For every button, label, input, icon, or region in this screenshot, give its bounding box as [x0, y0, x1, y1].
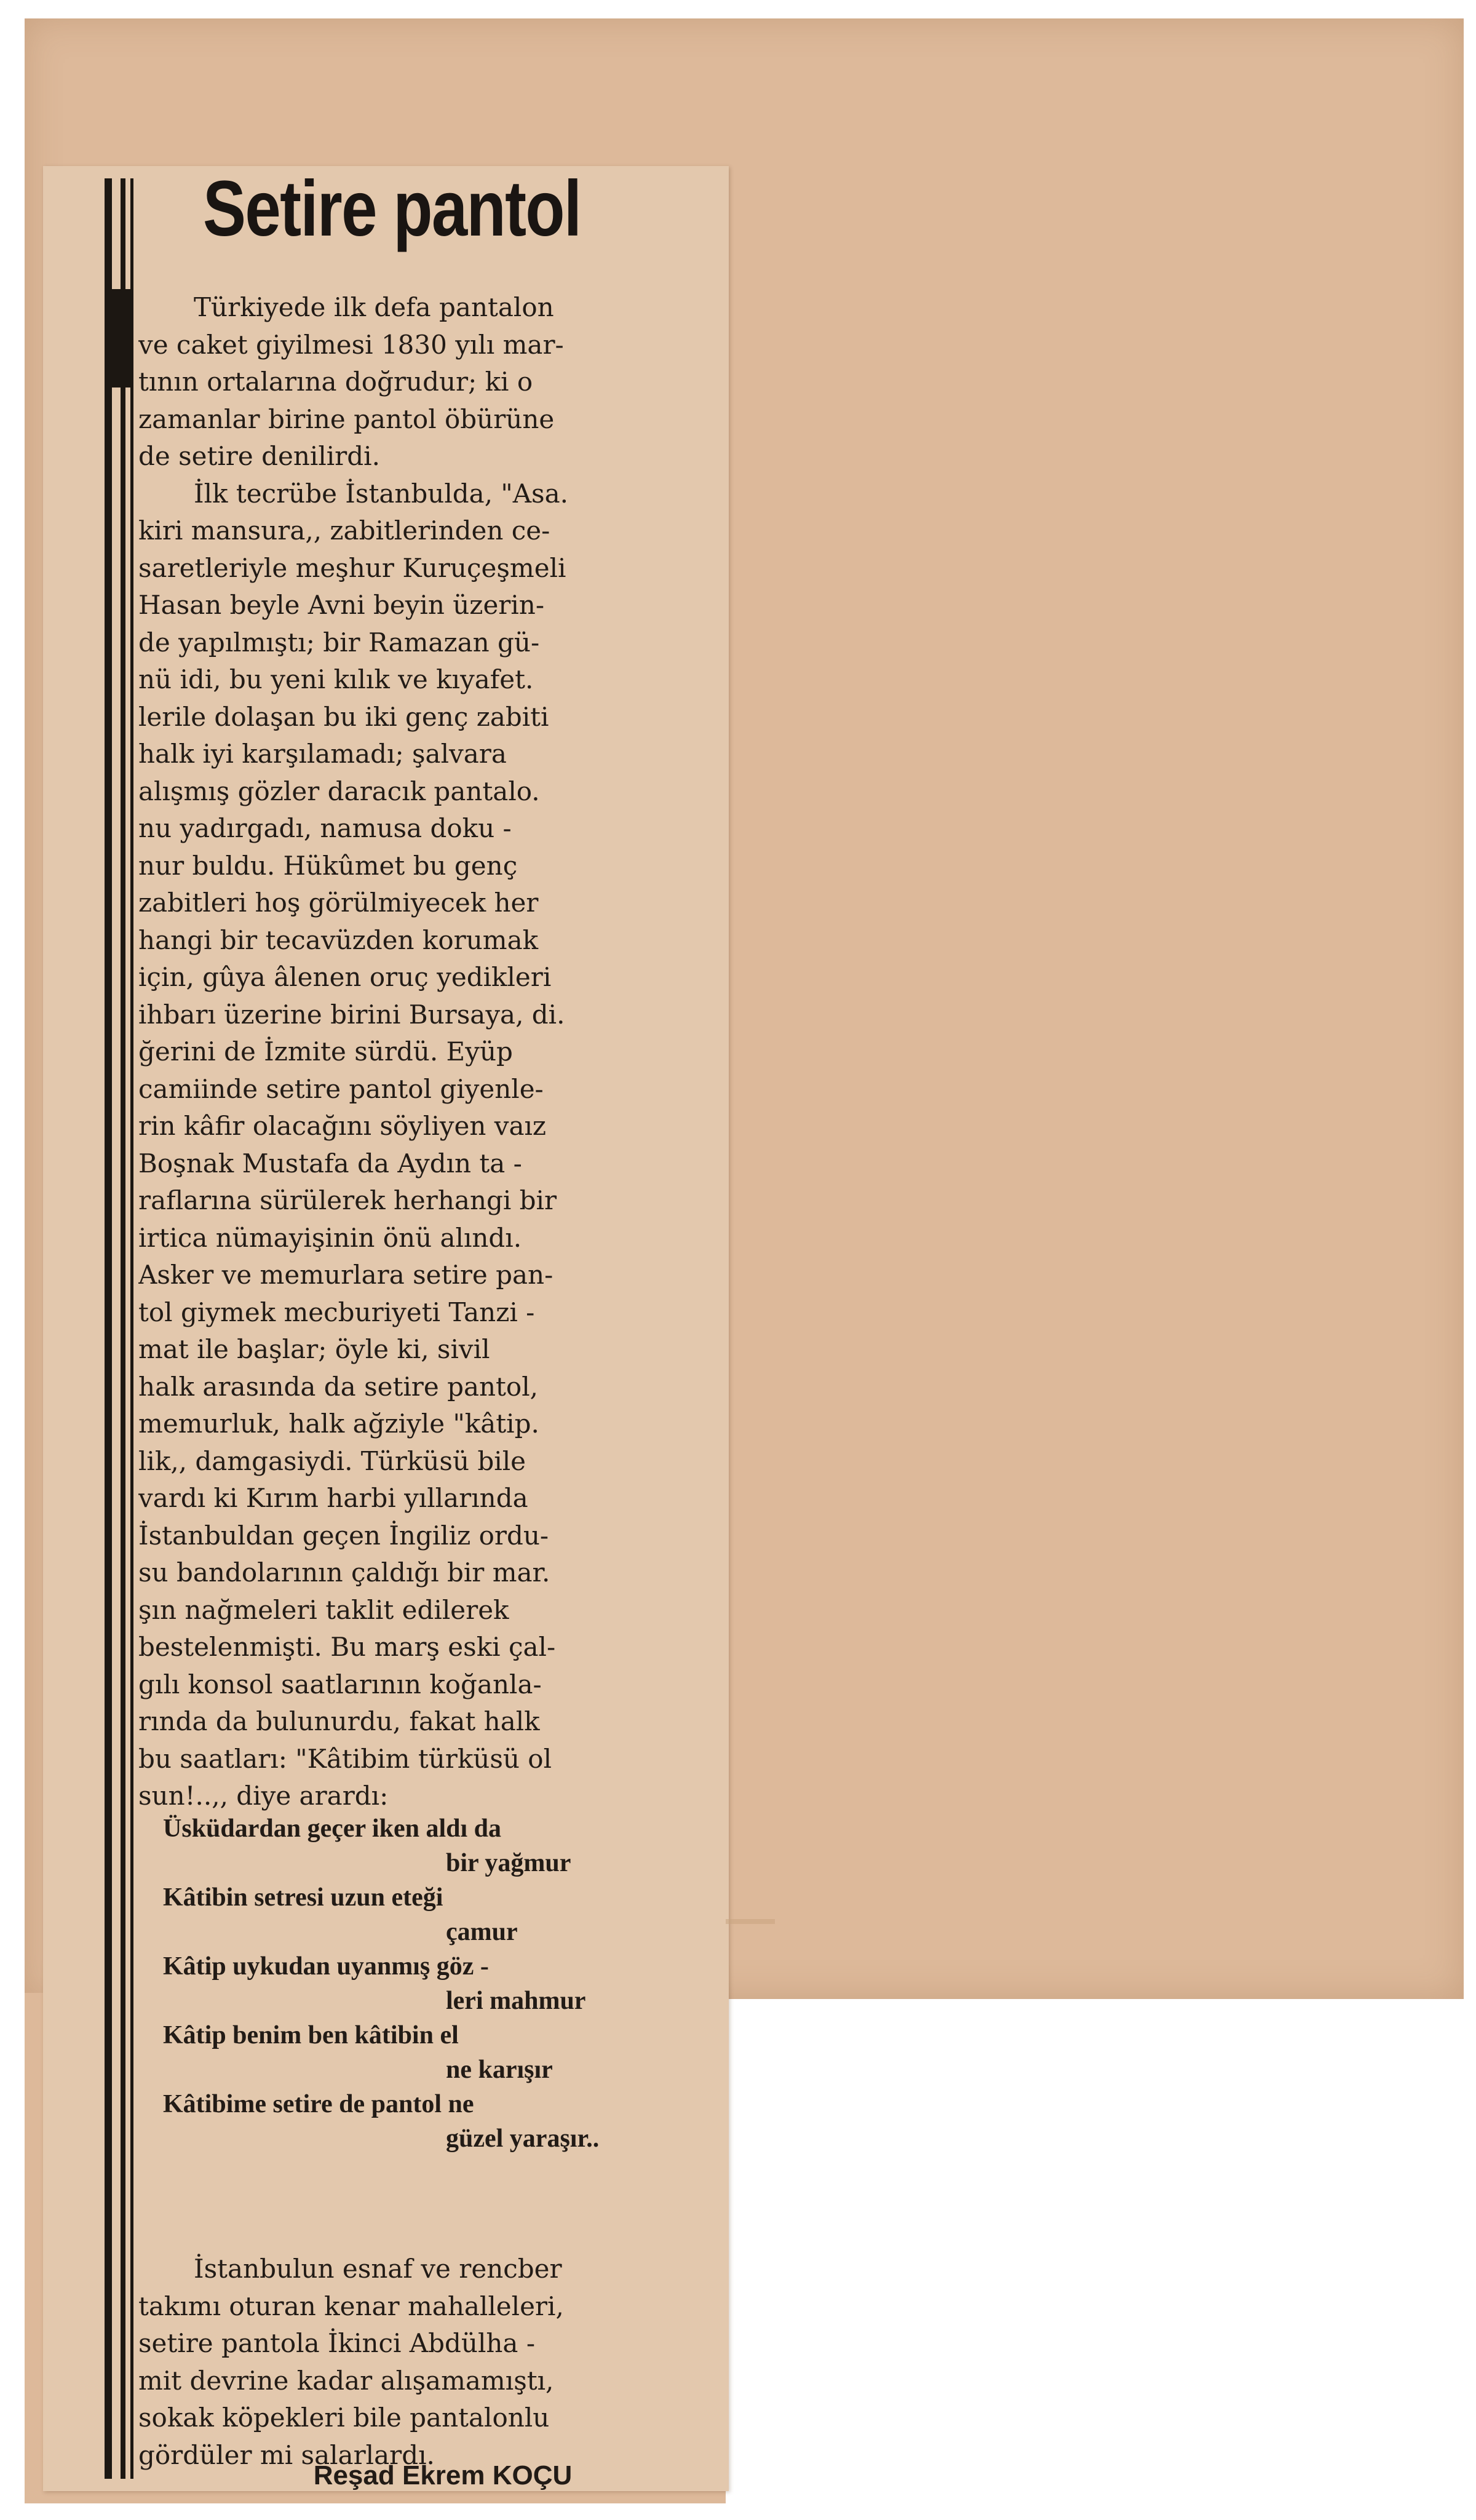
verse-line: Kâtip benim ben kâtibin el [163, 2021, 459, 2049]
verse-line: güzel yaraşır.. [446, 2125, 600, 2153]
song-verse [138, 1811, 698, 2156]
text-line: zamanlar birine pantol öbürüne [138, 403, 555, 434]
text-line: İstanbulun esnaf ve rencber [194, 2254, 562, 2284]
text-line: bestelenmişti. Bu marş eski çal- [138, 1632, 556, 1662]
torn-edge [726, 1919, 775, 1924]
text-line: kiri mansura,, zabitlerinden ce- [138, 515, 550, 546]
article-body [138, 289, 698, 1815]
text-line: ğerini de İzmite sürdü. Eyüp [138, 1036, 513, 1067]
text-line: gördüler mi salarlardı. [138, 2439, 435, 2470]
text-line: hangi bir tecavüzden korumak [138, 924, 539, 955]
text-line: lerile dolaşan bu iki genç zabiti [138, 701, 549, 732]
text-line: setire pantola İkinci Abdülha - [138, 2328, 536, 2358]
verse-line: çamur [446, 1918, 518, 1946]
text-line: camiinde setire pantol giyenle- [138, 1073, 544, 1104]
text-line: irtica nümayişinin önü alındı. [138, 1222, 522, 1253]
text-line: halk iyi karşılamadı; şalvara [138, 739, 507, 769]
text-line: vardı ki Kırım harbi yıllarında [138, 1483, 528, 1513]
text-line: Boşnak Mustafa da Aydın ta - [138, 1148, 522, 1179]
column-rule-thick [105, 178, 112, 2479]
column-rule-block [108, 289, 133, 388]
text-line: şın nağmeleri taklit edilerek [138, 1594, 509, 1625]
text-line: de yapılmıştı; bir Ramazan gü- [138, 627, 540, 658]
text-line: ve caket giyilmesi 1830 yılı mar- [138, 329, 564, 360]
verse-line: Kâtibin setresi uzun eteği [163, 1883, 443, 1912]
text-line: rin kâfir olacağını söyliyen vaız [138, 1111, 547, 1141]
text-line: sun!..,, diye arardı: [138, 1781, 389, 1811]
text-line: raflarına sürülerek herhangi bir [138, 1185, 557, 1215]
article-title: Setire pantol [203, 165, 581, 253]
text-line: için, gûya âlenen oruç yedikleri [138, 962, 552, 992]
text-line: nu yadırgadı, namusa doku - [138, 813, 512, 843]
text-line: tının ortalarına doğrudur; ki o [138, 367, 533, 397]
text-line: mit devrine kadar alışamamıştı, [138, 2365, 554, 2396]
text-line: İstanbuldan geçen İngiliz ordu- [138, 1520, 549, 1551]
text-line: saretleriyle meşhur Kuruçeşmeli [138, 552, 566, 583]
author-signature: Reşad Ekrem KOÇU [313, 2460, 573, 2490]
verse-line: bir yağmur [446, 1849, 571, 1877]
text-line: lik,, damgasiydi. Türküsü bile [138, 1445, 526, 1476]
text-line: nü idi, bu yeni kılık ve kıyafet. [138, 664, 534, 694]
text-line: alışmış gözler daracık pantalo. [138, 776, 540, 806]
text-line: Türkiyede ilk defa pantalon [194, 292, 554, 322]
text-line: halk arasında da setire pantol, [138, 1371, 538, 1402]
text-line: ihbarı üzerine birini Bursaya, di. [138, 999, 565, 1030]
text-line: Hasan beyle Avni beyin üzerin- [138, 590, 545, 620]
verse-line: ne karışır [446, 2056, 553, 2084]
text-line: Asker ve memurlara setire pan- [138, 1260, 554, 1290]
column-rule-thin [130, 178, 133, 2479]
text-line: memurluk, halk ağziyle "kâtip. [138, 1409, 539, 1439]
paragraph-3 [138, 2251, 698, 2474]
text-line: bu saatları: "Kâtibim türküsü ol [138, 1743, 552, 1774]
text-line: sokak köpekleri bile pantalonlu [138, 2403, 550, 2433]
text-line: nur buldu. Hükûmet bu genç [138, 850, 518, 881]
verse-line: Kâtibime setire de pantol ne [163, 2090, 474, 2118]
text-line: mat ile başlar; öyle ki, sivil [138, 1334, 490, 1364]
text-line: İlk tecrübe İstanbulda, "Asa. [194, 478, 568, 509]
text-line: su bandolarının çaldığı bir mar. [138, 1557, 550, 1588]
text-line: tol giymek mecburiyeti Tanzi - [138, 1297, 535, 1327]
column-rule-medium [121, 178, 125, 2479]
paragraph-2 [138, 475, 698, 1815]
verse-line: Kâtip uykudan uyanmış göz - [163, 1952, 489, 1981]
paragraph-1 [138, 289, 698, 475]
text-line: rında da bulunurdu, fakat halk [138, 1706, 540, 1736]
verse-line: Üsküdardan geçer iken aldı da [163, 1814, 501, 1843]
text-line: gılı konsol saatlarının koğanla- [138, 1669, 542, 1699]
text-line: takımı oturan kenar mahalleleri, [138, 2291, 564, 2321]
text-line: zabitleri hoş görülmiyecek her [138, 888, 539, 918]
verse-line: leri mahmur [446, 1987, 586, 2015]
text-line: de setire denilirdi. [138, 441, 380, 471]
